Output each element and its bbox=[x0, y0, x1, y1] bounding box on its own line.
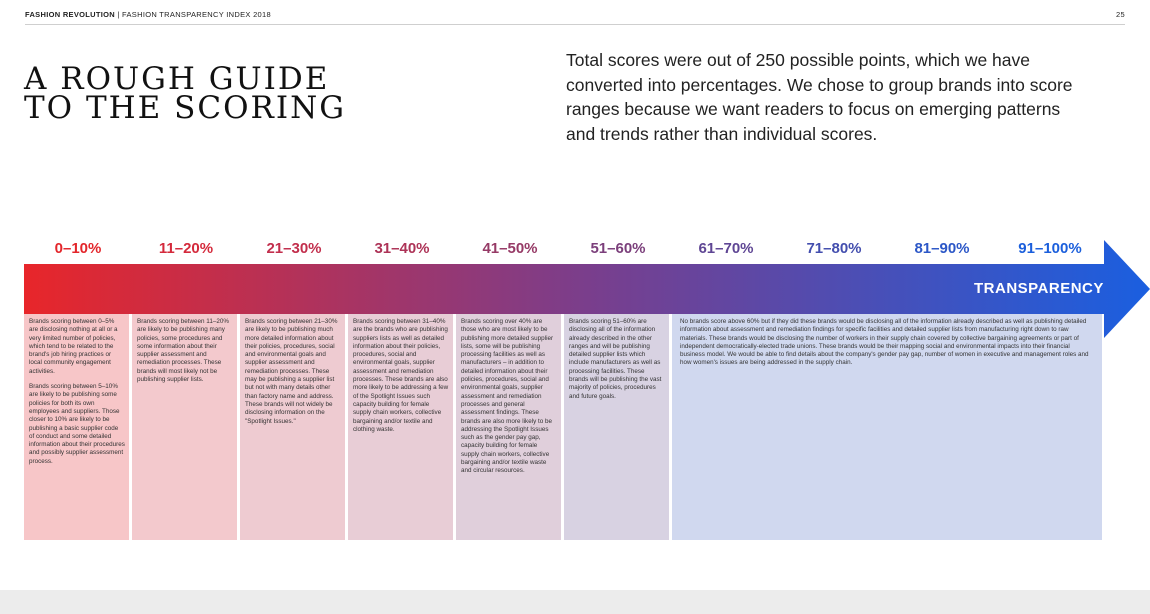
range-description-box bbox=[348, 314, 453, 540]
range-description-text: Brands scoring between 0–5% are disclosing nothing at all or a very limited number of policies, which tend to be related to the brand's job hiring practices or local community engagement activities. bbox=[29, 318, 118, 375]
range-label: 11–20% bbox=[158, 240, 214, 257]
range-description-box bbox=[24, 314, 129, 540]
page-title-line-1: A ROUGH GUIDE bbox=[24, 60, 330, 97]
header-brand: FASHION REVOLUTION bbox=[25, 10, 115, 19]
header-publication: FASHION TRANSPARENCY INDEX 2018 bbox=[122, 10, 271, 19]
range-label: 41–50% bbox=[482, 240, 538, 257]
page-number: 25 bbox=[1116, 10, 1125, 19]
range-description-text: No brands score above 60% but if they did these brands would be disclosing all of the information already described as well as publishing detailed information about assessment and remediation findings for specific facilities and detailed supplier lists from manufacturing right down to raw materials. These brands would be disclosing the number of workers in their supply chain covered by collective bargaining agreements or part of independent democratically-elected trade unions. These brands would be their mapping social and environmental impacts into their financial business model. We would be able to find details about the company's gender pay gap, number of women in executive and management roles and how women's issues are being addressed in the supply chain. bbox=[680, 318, 1089, 367]
range-label: 81–90% bbox=[914, 240, 970, 257]
running-header bbox=[25, 6, 1125, 25]
range-description-box bbox=[564, 314, 669, 540]
range-label: 51–60% bbox=[590, 240, 646, 257]
range-description-text: Brands scoring between 11–20% are likely to be publishing many policies, some procedures and some information about their supplier assessment and remediation processes. These brands will most likely not be publishing supplier lists. bbox=[137, 318, 229, 384]
range-description-box bbox=[240, 314, 345, 540]
range-description-text: Brands scoring over 40% are those who are most likely to be publishing more detailed supplier lists, some will be publishing processing facilities as well as manufacturers – in addition to detailed information about their policies, procedures, social and environmental goals, supplier assessment and remediation processes and general assessment findings. These brands are also more likely to be addressing the Spotlight Issues such as the gender pay gap, capacity building for female supply chain workers, collective bargaining and/or textile waste and circular resources. bbox=[461, 318, 554, 475]
range-description-box bbox=[132, 314, 237, 540]
range-description-box bbox=[672, 314, 1102, 540]
transparency-label: TRANSPARENCY bbox=[974, 280, 1104, 297]
range-label: 0–10% bbox=[54, 240, 102, 257]
range-label: 91–100% bbox=[1018, 240, 1082, 257]
page-title-line-2: TO THE SCORING bbox=[24, 89, 346, 126]
intro-paragraph: Total scores were out of 250 possible points, which we have converted into percentages. We chose to group brands into score ranges because we want readers to focus on emerging patterns and trends rather than individual scores. bbox=[566, 50, 1073, 144]
range-descriptions bbox=[24, 314, 1102, 542]
range-label: 21–30% bbox=[266, 240, 322, 257]
range-description-text: Brands scoring between 21–30% are likely to be publishing much more detailed information about their policies, procedures, social and environmental goals and supplier assessment and remediation processes. These may be publishing a supplier list but not with many details other than factory name and address. These brands will not widely be disclosing information on the "Spotlight Issues." bbox=[245, 318, 338, 425]
header-title bbox=[25, 10, 271, 19]
range-label: 71–80% bbox=[806, 240, 862, 257]
page-title bbox=[24, 60, 346, 126]
range-label: 31–40% bbox=[374, 240, 430, 257]
range-description-text: Brands scoring 51–60% are disclosing all of the information already described in the other ranges and will be publishing detailed supplier lists which include manufacturers as well as processing facilities. These brands will be publishing the vast majority of policies, procedures and future goals. bbox=[569, 318, 662, 400]
viewer-bottom-bar bbox=[0, 590, 1150, 614]
range-label: 61–70% bbox=[698, 240, 754, 257]
header-separator: | bbox=[117, 10, 120, 19]
range-description-box bbox=[456, 314, 561, 540]
range-description-text: Brands scoring between 5–10% are likely to be publishing some policies for both its own employees and suppliers. Those closer to 10% are likely to be publishing a basic supplier code of conduct and some detailed information about their procedures and possibly supplier assessment process. bbox=[29, 383, 125, 465]
range-description-text: Brands scoring between 31–40% are the brands who are publishing suppliers lists as well as detailed information about their policies, procedures, social and environmental goals, supplier assessment and remediation processes. These brands are also more likely to be addressing a few of the Spotlight Issues such capacity building for female supply chain workers, collective bargaining and/or textile and clothing waste. bbox=[353, 318, 449, 433]
